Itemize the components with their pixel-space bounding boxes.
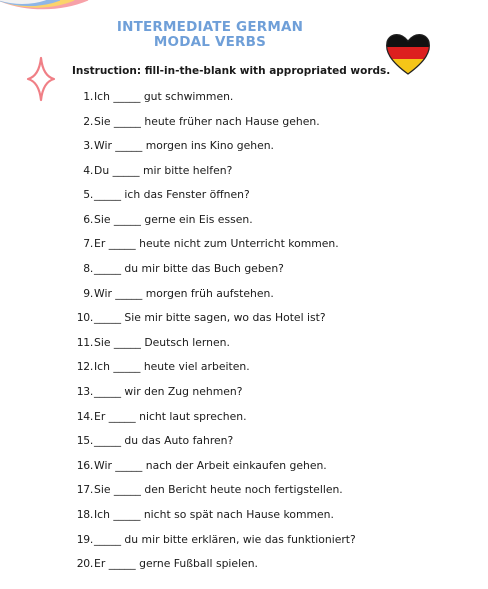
question-text: Sie _____ gerne ein Eis essen. [94,213,253,226]
question-9 [0,286,274,302]
question-4 [0,163,232,179]
instruction-text: Instruction: fill-in-the-blank with appropriated words. [72,65,391,77]
question-number: 2. [83,115,93,128]
question-2 [0,114,320,130]
question-text: Wir _____ nach der Arbeit einkaufen gehen. [94,459,327,472]
page-title-line-2: MODAL VERBS [153,34,267,50]
question-number: 12. [76,360,93,373]
question-number: 17. [76,483,93,496]
question-number: 19. [76,533,93,546]
question-17 [0,482,343,498]
question-text: Sie _____ den Bericht heute noch fertigstellen. [94,483,343,496]
question-12 [0,359,250,375]
question-number: 8. [83,262,93,275]
question-text: Wir _____ morgen früh aufstehen. [94,287,274,300]
question-text: Du _____ mir bitte helfen? [94,164,233,177]
question-text: _____ du das Auto fahren? [94,434,234,447]
question-20 [0,556,258,572]
question-text: Ich _____ gut schwimmen. [94,90,234,103]
question-text: _____ Sie mir bitte sagen, wo das Hotel ist? [94,311,326,324]
question-15 [0,433,233,449]
question-text: Wir _____ morgen ins Kino gehen. [94,139,274,152]
question-5 [0,187,250,203]
question-11 [0,335,230,351]
question-text: Er _____ nicht laut sprechen. [94,410,247,423]
question-7 [0,236,339,252]
question-text: Ich _____ heute viel arbeiten. [94,360,250,373]
question-13 [0,384,242,400]
question-number: 7. [83,237,93,250]
question-10 [0,310,326,326]
question-19 [0,532,356,548]
question-3 [0,138,274,154]
question-number: 4. [83,164,93,177]
question-text: Sie _____ Deutsch lernen. [94,336,230,349]
question-number: 14. [76,410,93,423]
question-number: 10. [76,311,93,324]
question-number: 1. [83,90,93,103]
page-title-line-1: INTERMEDIATE GERMAN [116,19,304,35]
question-18 [0,507,334,523]
question-number: 20. [76,557,93,570]
question-number: 16. [76,459,93,472]
question-text: _____ du mir bitte erklären, wie das funktioniert? [94,533,356,546]
question-number: 18. [76,508,93,521]
question-text: Ich _____ nicht so spät nach Hause kommen. [94,508,334,521]
question-text: Er _____ heute nicht zum Unterricht kommen. [94,237,339,250]
question-number: 13. [76,385,93,398]
question-8 [0,261,284,277]
question-number: 15. [76,434,93,447]
question-text: Sie _____ heute früher nach Hause gehen. [94,115,320,128]
question-text: _____ ich das Fenster öffnen? [94,188,250,201]
question-number: 5. [83,188,93,201]
question-number: 6. [83,213,93,226]
question-1 [0,89,233,105]
question-text: _____ wir den Zug nehmen? [94,385,243,398]
question-6 [0,212,253,228]
german-flag-heart-icon [384,31,432,77]
question-16 [0,458,327,474]
question-14 [0,409,247,425]
question-number: 11. [76,336,93,349]
question-number: 9. [83,287,93,300]
question-number: 3. [83,139,93,152]
question-text: Er _____ gerne Fußball spielen. [94,557,258,570]
question-text: _____ du mir bitte das Buch geben? [94,262,284,275]
